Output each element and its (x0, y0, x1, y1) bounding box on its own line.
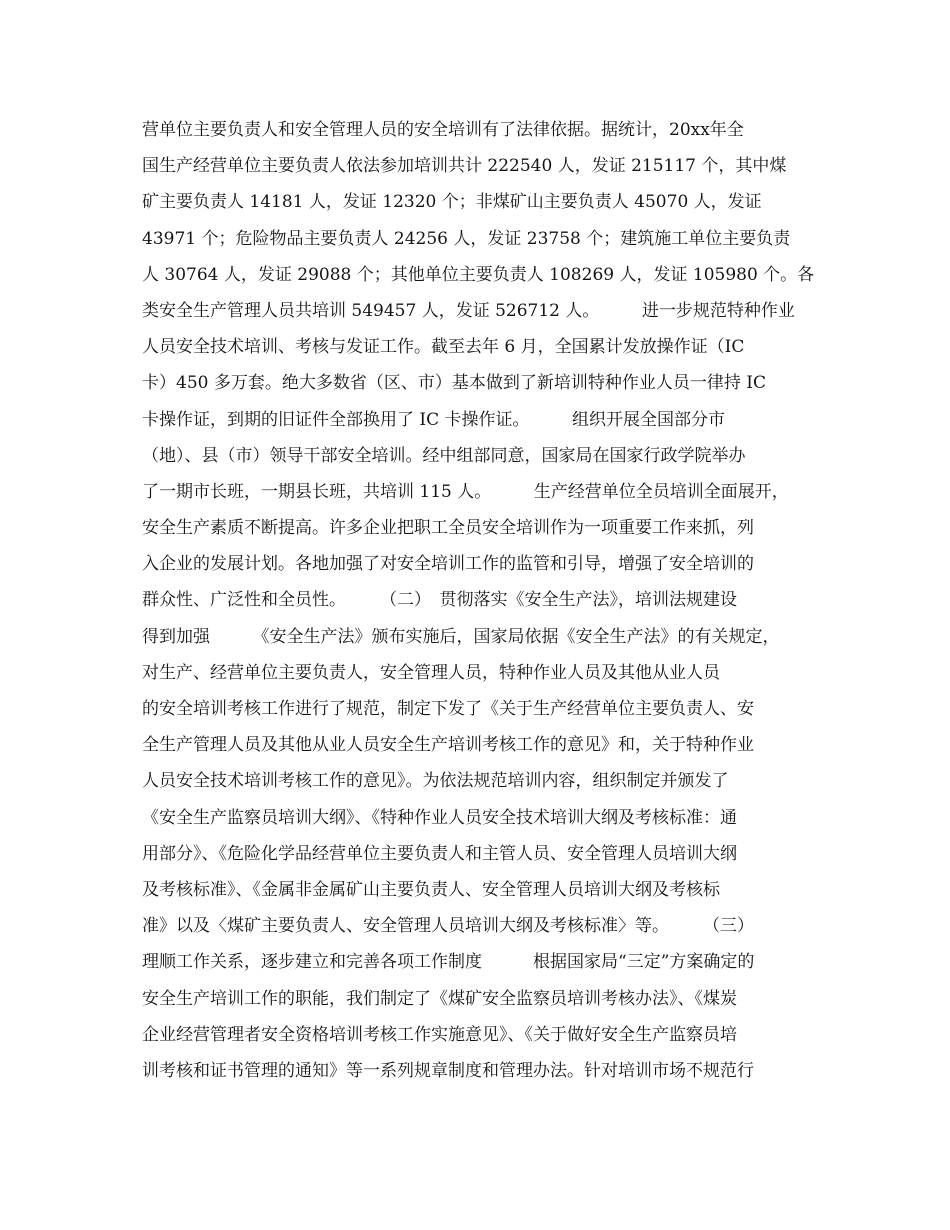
text-line: 卡操作证，到期的旧证件全部换用了 IC 卡操作证。 组织开展全国部分市 (142, 409, 726, 430)
text-line: （地）、县（市）领导干部安全培训。经中组部同意，国家局在国家行政学院举办 (142, 445, 746, 466)
text-line: 群众性、广泛性和全员性。 （二） 贯彻落实《安全生产法》，培训法规建设 (142, 590, 737, 611)
text-line: 安全生产素质不断提高。许多企业把职工全员安全培训作为一项重要工作来抓，列 (142, 518, 754, 539)
text-line: 的安全培训考核工作进行了规范，制定下发了《关于生产经营单位主要负责人、安 (142, 699, 754, 719)
text-line: 人员安全技术培训、考核与发证工作。截至去年 6 月，全国累计发放操作证（IC (142, 337, 745, 358)
text-line: 企业经营管理者安全资格培训考核工作实施意见》、《关于做好安全生产监察员培 (142, 1024, 737, 1045)
text-line: 营单位主要负责人和安全管理人员的安全培训有了法律依据。据统计，20xx年全 (142, 120, 744, 140)
text-line: 《安全生产监察员培训大纲》、《特种作业人员安全技术培训大纲及考核标准：通 (142, 807, 737, 828)
text-line: 国生产经营单位主要负责人依法参加培训共计 222540 人，发证 215117 个，其中煤 (142, 156, 787, 177)
text-line: 用部分》、《危险化学品经营单位主要负责人和主管人员、安全管理人员培训大纲 (142, 843, 737, 864)
text-line: 对生产、经营单位主要负责人，安全管理人员，特种作业人员及其他从业人员 (142, 662, 720, 683)
text-line: 入企业的发展计划。各地加强了对安全培训工作的监管和引导，增强了安全培训的 (142, 554, 754, 575)
text-line: 准》以及〈煤矿主要负责人、安全管理人员培训大纲及考核标准〉等。 （三） (142, 916, 754, 937)
text-line: 43971 个；危险物品主要负责人 24256 人，发证 23758 个；建筑施工单位主要负责 (142, 228, 791, 249)
text-line: 了一期市长班，一期县长班，共培训 115 人。 生产经营单位全员培训全面展开， (142, 481, 789, 502)
text-line: 得到加强 《安全生产法》颁布实施后，国家局依据《安全生产法》的有关规定， (142, 626, 780, 647)
text-line: 矿主要负责人 14181 人，发证 12320 个；非煤矿山主要负责人 45070 人，发证 (142, 192, 762, 213)
text-line: 人 30764 人，发证 29088 个；其他单位主要负责人 108269 人，发证 105980 个。各 (142, 264, 815, 285)
text-line: 卡）450 多万套。绝大多数省（区、市）基本做到了新培训特种作业人员一律持 IC (142, 373, 766, 394)
text-line: 训考核和证书管理的通知》等一系列规章制度和管理办法。针对培训市场不规范行 (142, 1060, 754, 1081)
text-line: 及考核标准》、《金属非金属矿山主要负责人、安全管理人员培训大纲及考核标 (142, 879, 720, 900)
text-line: 类安全生产管理人员共培训 549457 人，发证 526712 人。 进一步规范特种作业 (142, 300, 795, 321)
text-line: 全生产管理人员及其他从业人员安全生产培训考核工作的意见》和，关于特种作业 (142, 735, 754, 756)
text-line: 理顺工作关系，逐步建立和完善各项工作制度 根据国家局“三定”方案确定的 (142, 952, 755, 973)
body-text (142, 112, 822, 1089)
text-line: 安全生产培训工作的职能，我们制定了《煤矿安全监察员培训考核办法》、《煤炭 (142, 988, 737, 1009)
text-line: 人员安全技术培训考核工作的意见》。为依法规范培训内容，组织制定并颁发了 (142, 771, 729, 792)
